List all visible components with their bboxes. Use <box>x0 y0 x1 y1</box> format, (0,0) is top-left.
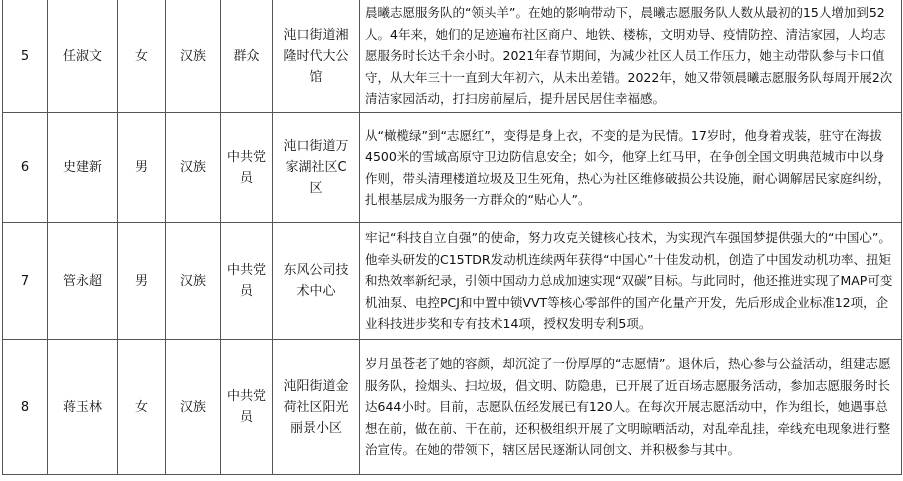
honoree-table <box>2 0 902 475</box>
person-political-status: 群众 <box>221 0 273 113</box>
person-description: 晨曦志愿服务队的“领头羊”。在她的影响带动下，晨曦志愿服务队人数从最初的15人增加到52人。4年来，她们的足迹遍布社区商户、地铁、楼栋，文明劝导、疫情防控、清洁家园，人均志愿服务时长达千余小时。2021年春节期间，为减少社区人员工作压力，她主动带队参与卡口值守，从大年三十一直到大年初六，从未出差错。2022年，她又带领晨曦志愿服务队每周开展2次清洁家园活动，打扫房前屋后，提升居民居住幸福感。 <box>360 0 902 113</box>
person-address: 沌口街道万家湖社区C区 <box>273 113 360 223</box>
table-row <box>3 0 902 113</box>
person-description: 从“橄榄绿”到“志愿红”，变得是身上衣，不变的是为民情。17岁时，他身着戎装，驻守在海拔4500米的雪域高原守卫边防信息安全；如今，他穿上红马甲，在争创全国文明典范城市中以身作则，带头清理楼道垃圾及卫生死角，热心为社区维修破损公共设施，耐心调解居民家庭纠纷，扎根基层成为服务一方群众的“贴心人”。 <box>360 113 902 223</box>
person-name: 任淑文 <box>48 0 118 113</box>
person-description: 牢记“科技自立自强”的使命，努力攻克关键核心技术，为实现汽车强国梦提供强大的“中国心”。他牵头研发的C15TDR发动机连续两年获得“中国心”十佳发动机，创造了中国发动机功率、扭矩和热效率新纪录，引领中国动力总成加速实现“双碳”目标。与此同时，他还推进实现了MAP可变机油泵、电控PCJ和中置中锁VVT等核心零部件的国产化量产开发，先后形成企业标准12项，企业科技进步奖和专有技术14项，授权发明专利5项。 <box>360 223 902 340</box>
person-address: 沌口街道湘隆时代大公馆 <box>273 0 360 113</box>
person-ethnicity: 汉族 <box>166 0 221 113</box>
person-ethnicity: 汉族 <box>166 223 221 340</box>
person-political-status: 中共党员 <box>221 223 273 340</box>
person-address: 东风公司技术中心 <box>273 223 360 340</box>
row-number: 5 <box>3 0 48 113</box>
person-gender: 男 <box>118 113 166 223</box>
person-name: 管永超 <box>48 223 118 340</box>
person-address: 沌阳街道金荷社区阳光丽景小区 <box>273 340 360 475</box>
person-name: 蒋玉林 <box>48 340 118 475</box>
person-gender: 女 <box>118 0 166 113</box>
person-gender: 男 <box>118 223 166 340</box>
table-row <box>3 340 902 475</box>
person-political-status: 中共党员 <box>221 113 273 223</box>
row-number: 8 <box>3 340 48 475</box>
person-ethnicity: 汉族 <box>166 340 221 475</box>
person-political-status: 中共党员 <box>221 340 273 475</box>
row-number: 6 <box>3 113 48 223</box>
table-row <box>3 113 902 223</box>
person-gender: 女 <box>118 340 166 475</box>
person-name: 史建新 <box>48 113 118 223</box>
person-description: 岁月虽苍老了她的容颜，却沉淀了一份厚厚的“志愿情”。退休后，热心参与公益活动，组建志愿服务队，捡烟头、扫垃圾，倡文明、防隐患，已开展了近百场志愿服务活动，参加志愿服务时长达644小时。目前，志愿队伍经发展已有120人。在每次开展志愿活动中，作为组长，她遇事总想在前，做在前、干在前，还积极组织开展了文明晾晒活动，对乱牵乱挂，牵线充电现象进行整治宣传。在她的带领下，辖区居民逐渐认同创文、并积极参与其中。 <box>360 340 902 475</box>
person-ethnicity: 汉族 <box>166 113 221 223</box>
table-row <box>3 223 902 340</box>
row-number: 7 <box>3 223 48 340</box>
